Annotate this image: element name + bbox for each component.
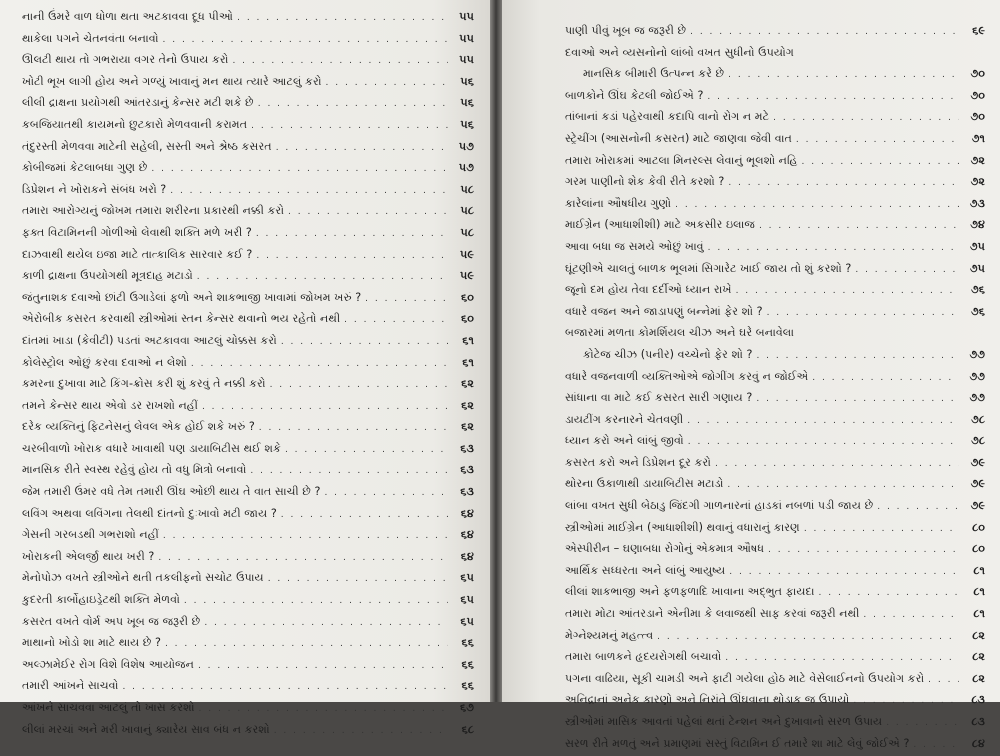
toc-entry-page-number: ૭૦: [970, 110, 985, 124]
dot-leader: [690, 22, 959, 44]
toc-entry: [565, 20, 985, 42]
toc-entry-page-number: ૫૫: [459, 31, 474, 45]
toc-entry-page-number: ૬૫: [460, 571, 474, 585]
toc-entry: [22, 459, 474, 481]
toc-entry: [22, 352, 474, 374]
dot-leader: [163, 30, 448, 52]
toc-entry-title: માઈગ્રેન (આધાશીશી) માટે અકસીર ઇલાજ: [565, 218, 755, 232]
toc-entry: [565, 409, 985, 431]
toc-entry-page-number: ૭૧: [971, 131, 985, 145]
dot-leader: [324, 483, 448, 505]
toc-entry-title: માથાનો ખોડો શા માટે થાય છે ?: [22, 636, 161, 650]
toc-entry: [22, 136, 474, 158]
toc-entry: [565, 171, 985, 193]
toc-entry-page-number: ૭૮: [971, 412, 985, 426]
toc-entry-title: આર્થિક સધ્ધરતા અને લાંબું આયુષ્ય: [565, 563, 726, 577]
toc-entry-page-number: ૭૮: [971, 434, 985, 448]
toc-entry-title: સ્ત્રીઓમાં માઈગ્રેન (આધાશીશી) થવાનું વધારાનું કારણ: [565, 520, 800, 534]
dot-leader: [687, 411, 959, 433]
toc-entry: [565, 581, 985, 603]
toc-entry-page-number: ૭૭: [969, 391, 985, 405]
dot-leader: [727, 475, 959, 497]
toc-entry: [565, 495, 985, 517]
toc-entry: [565, 517, 985, 539]
toc-entry: [565, 625, 985, 647]
dot-leader: [232, 51, 448, 73]
toc-entry-title: લવિંગ અથવા લવિંગના તેલથી દાંતનો દુઃખાવો મટી જાય ?: [22, 506, 277, 520]
toc-entry-page-number: ૬૯: [972, 24, 985, 37]
toc-entry-title: તમારા મોટા આંતરડાને એનીમા કે લવાજથી સાફ કરવાં જરૂરી નથી: [565, 607, 860, 621]
toc-entry-title: અનિદ્રાનાં અનેક કારણો અને નિરાંતે ઊંઘવાના થોડાક જ ઉપાયો: [565, 693, 850, 707]
toc-entry-title: કમરના દુખાવા માટે કિંગ-ક્રોસ કરી શું કરવું તે નક્કી કરો: [22, 377, 266, 391]
toc-entry-page-number: ૬૬: [461, 679, 474, 693]
toc-entry-title: પગના વાઢિયા, સૂકી ચામડી અને ફાટી ગયેલા હોઠ માટે વેસેલાઈનનો ઉપયોગ કરો: [565, 671, 925, 685]
toc-entry: [22, 49, 474, 71]
toc-entry-title: કુદરતી કાર્બોહાઇડ્રેટથી શક્તિ મેળવો: [22, 593, 180, 607]
toc-entry: [22, 157, 474, 179]
toc-entry-page-number: ૭૨: [970, 153, 985, 167]
dot-leader: [728, 65, 959, 87]
toc-entry-title: તમારા બાળકને હૃદયરોગથી બચાવો: [565, 650, 722, 664]
dot-leader: [198, 656, 448, 678]
toc-entry-page-number: ૮૨: [972, 650, 985, 664]
toc-entry-title: ખોરાકની એલર્જી થાય ખરી ?: [22, 549, 155, 563]
dot-leader: [707, 87, 959, 109]
toc-entry-title: કાળી દ્રાક્ષના ઉપયોગથી મૂત્રદાહ મટાડો: [22, 269, 193, 283]
toc-entry-page-number: ૭૩: [969, 196, 985, 210]
toc-entry-page-number: ૮૨: [972, 671, 985, 685]
toc-entry: [565, 603, 985, 625]
dot-leader: [344, 310, 448, 332]
toc-entry-title: ઘૂંટણીએ ચાલતું બાળક ભૂલમાં સિગારેટ ખાઈ જાય તો શું કરશો ?: [565, 261, 852, 275]
dot-leader: [256, 246, 448, 268]
dot-leader: [756, 389, 959, 411]
toc-entry: [565, 646, 985, 668]
toc-entry-page-number: ૬૨: [461, 398, 474, 412]
toc-entry: [565, 560, 985, 582]
toc-entry: [22, 524, 474, 546]
toc-entry-page-number: ૬૩: [460, 441, 474, 455]
toc-entry-title: કોટેજ ચીઝ (પનીર) વચ્ચેનો ફેર શો ?: [583, 347, 753, 361]
toc-entry-page-number: ૭૫: [969, 239, 985, 253]
dot-leader: [913, 735, 959, 756]
dot-leader: [251, 116, 448, 138]
dot-leader: [715, 454, 959, 476]
toc-entry-title: ખોટી ભૂખ લાગી હોય અને ગળ્યું ખાવાનું મન થાય ત્યારે આટલું કરો: [22, 74, 322, 88]
left-toc-list: [22, 6, 474, 740]
toc-entry: [565, 387, 985, 409]
toc-entry-title: જંતુનાશક દવાઓ છાંટી ઉગાડેલાં ફળો અને શાકભાજી ખાવામાં જોખમ ખરું ?: [22, 290, 362, 304]
toc-entry: [565, 193, 985, 215]
toc-entry-title: દાઝવાથી થયેલ ઇજા માટે તાત્કાલિક સારવાર કઈ ?: [22, 247, 253, 261]
toc-entry: [565, 689, 985, 711]
toc-entry-page-number: ૮૧: [973, 585, 985, 599]
toc-entry-title: આંખને સાચવવા આટલું તો ખાસ કરશો: [22, 701, 195, 714]
toc-entry-page-number: ૭૭: [969, 369, 985, 383]
dot-leader: [863, 605, 959, 627]
book-gutter: [490, 0, 502, 702]
toc-entry: [22, 719, 474, 741]
dot-leader: [285, 440, 448, 462]
toc-entry-title: લાંબા વખત સુધી બેઠાડુ જિંદગી ગાળનારનાં હાડકાં નબળાં પડી જાય છે: [565, 499, 874, 513]
toc-entry: [22, 6, 474, 28]
dot-leader: [191, 354, 448, 376]
dot-leader: [736, 281, 959, 303]
toc-entry: [22, 373, 474, 395]
dot-leader: [877, 497, 959, 519]
toc-entry: [565, 344, 985, 366]
dot-leader: [767, 303, 959, 325]
dot-leader: [276, 138, 448, 160]
toc-entry-page-number: ૫૯: [460, 269, 474, 283]
toc-entry: [22, 308, 474, 330]
dot-leader: [199, 699, 449, 721]
toc-entry-page-number: ૫૬: [460, 117, 474, 131]
dot-leader: [804, 519, 959, 541]
toc-entry-title: ગરમ પાણીનો શેક કેવી રીતે કરશો ?: [565, 175, 725, 189]
dot-leader: [819, 583, 959, 605]
toc-entry: [565, 711, 985, 733]
toc-entry: [22, 589, 474, 611]
toc-entry-title: ધ્યાન કરો અને લાંબું જીવો: [565, 434, 684, 448]
dot-leader: [281, 332, 448, 354]
toc-entry-page-number: ૬૦: [461, 312, 474, 326]
toc-entry-page-number: ૬૪: [460, 528, 474, 542]
toc-entry-page-number: ૭૫: [969, 261, 985, 275]
toc-entry-title: કબજિયાતથી કાયમનો છુટકારો મેળવવાની કરામત: [22, 117, 248, 131]
dot-leader: [756, 346, 959, 368]
toc-entry: [22, 28, 474, 50]
toc-entry-title: દાંતમાં ખાડા (કેવીટી) પડતાં અટકાવવા આટલું ચોક્કસ કરો: [22, 333, 277, 347]
toc-entry-page-number: ૭૬: [970, 283, 985, 297]
dot-leader: [855, 260, 959, 282]
toc-entry: [565, 473, 985, 495]
right-toc-list: [565, 20, 985, 754]
toc-entry-page-number: ૬૦: [461, 290, 474, 304]
toc-entry-title: કોબીજમાં કેટલાબધા ગુણ છે: [22, 161, 148, 175]
toc-entry: [565, 733, 985, 755]
dot-leader: [326, 73, 448, 95]
toc-entry-title: તમારી આંખને સાચવો: [22, 679, 119, 693]
toc-entry: [565, 214, 985, 236]
toc-entry-title: સાંધાના વા માટે કઈ કસરત સારી ગણાય ?: [565, 391, 753, 405]
toc-entry-title: મેનોપોઝ વખતે સ્ત્રીઓને થતી તકલીફનો સચોટ ઉપાય: [22, 571, 264, 585]
dot-leader: [768, 540, 959, 562]
toc-entry-page-number: ૫૮: [460, 204, 474, 218]
toc-entry-page-number: ૭૯: [970, 455, 985, 469]
toc-entry-title: નાની ઉંમરે વાળ ધોળા થતા અટકાવવા દૂધ પીઓ: [22, 10, 234, 23]
toc-entry-page-number: ૭૦: [970, 88, 985, 102]
dot-leader: [163, 526, 448, 548]
dot-leader: [170, 181, 448, 203]
toc-entry-page-number: ૭૬: [970, 304, 985, 318]
toc-entry: [22, 92, 474, 114]
dot-leader: [812, 368, 959, 390]
toc-entry: [565, 322, 985, 344]
toc-entry: [565, 430, 985, 452]
toc-entry-title: પાણી પીવું ખૂબ જ જરૂરી છે: [565, 24, 687, 37]
toc-entry-page-number: ૬૮: [461, 722, 474, 736]
toc-entry-title: ડિપ્રેશન ને ખોરાકને સંબંધ ખરો ?: [22, 182, 167, 196]
dot-leader: [250, 461, 448, 483]
toc-entry: [565, 366, 985, 388]
toc-entry-title: જેમ તમારી ઉંમર વધે તેમ તમારી ઊંઘ ઓછી થાય તે વાત સાચી છે ?: [22, 485, 321, 499]
toc-entry-page-number: ૬૧: [462, 355, 474, 369]
toc-entry-page-number: ૬૨: [461, 377, 474, 391]
toc-entry-title: ડાયટીંગ કરનારને ચેતવણી: [565, 412, 684, 426]
toc-entry: [22, 114, 474, 136]
toc-entry-title: માનસિક બીમારી ઉત્પન્ન કરે છે: [583, 67, 725, 81]
toc-entry-title: ગેસની ગરબડથી ગભરાશો નહીં: [22, 528, 159, 542]
toc-entry: [565, 668, 985, 690]
toc-entry-page-number: ૫૭: [458, 139, 474, 153]
dot-leader: [204, 613, 448, 635]
toc-entry-title: સ્ત્રીઓમાં માસિક આવતાં પહેલાં થતાં ટેન્શન અને દુખાવાનો સરળ ઉપાય: [565, 715, 883, 728]
toc-entry: [22, 222, 474, 244]
dot-leader: [281, 505, 448, 527]
toc-entry: [22, 71, 474, 93]
toc-entry-page-number: ૬૧: [462, 333, 474, 347]
toc-entry-title: અલ્ઝામેઈર રોગ વિશે વિશેષ આયોજન: [22, 657, 194, 671]
toc-entry: [565, 258, 985, 280]
toc-entry-title: માનસિક રીતે સ્વસ્થ રહેવું હોય તો વધુ મિત્રો બનાવો: [22, 463, 247, 477]
toc-entry-page-number: ૬૩: [460, 485, 474, 499]
toc-entry: [22, 546, 474, 568]
toc-entry-title: તમને કેન્સર થાય એવો ડર રાખશો નહીં: [22, 398, 198, 412]
toc-entry: [22, 481, 474, 503]
dot-leader: [270, 375, 448, 397]
toc-entry-page-number: ૬૪: [460, 506, 474, 520]
toc-entry-title: લીલી દ્રાક્ષના પ્રયોગથી આંતરડાનું કેન્સર મટી શકે છે: [22, 96, 254, 110]
dot-leader: [759, 216, 959, 238]
toc-entry-page-number: ૫૬: [460, 96, 474, 110]
toc-entry-title: દરેક વ્યક્તિનું ફિટનેસનું લેવલ એક હોઈ શકે ખરું ?: [22, 420, 255, 434]
toc-entry-page-number: ૬૨: [461, 420, 474, 434]
toc-entry-title: એરોબીક કસરત કરવાથી સ્ત્રીઓમાં સ્તન કેન્સર થવાનો ભય રહેતો નથી: [22, 312, 341, 326]
toc-entry-page-number: ૭૭: [969, 347, 985, 361]
toc-entry-page-number: ૬૫: [460, 614, 474, 628]
dot-leader: [886, 713, 959, 735]
toc-entry-title: થાકેલા પગને ચેતનવંતા બનાવો: [22, 31, 159, 45]
toc-entry-page-number: ૫૫: [459, 10, 474, 23]
toc-entry-page-number: ૫૭: [458, 161, 474, 175]
toc-entry: [22, 654, 474, 676]
dot-leader: [165, 634, 448, 656]
dot-leader: [708, 238, 959, 260]
toc-entry-page-number: ૫૮: [460, 182, 474, 196]
toc-entry-title: થોરના ઉકાળાથી ડાયાબિટીસ મટાડો: [565, 477, 724, 491]
toc-entry-page-number: ૫૮: [460, 225, 474, 239]
toc-entry-page-number: ૬૭: [459, 701, 474, 714]
toc-entry-page-number: ૬૬: [461, 657, 474, 671]
toc-entry-title: લીલાં શાકભાજી અને ફળફળાદિ ખાવાના અદ્ભુત ફાયદા: [565, 585, 815, 599]
toc-entry: [565, 150, 985, 172]
toc-entry: [22, 567, 474, 589]
toc-entry-title: વધારે વજન અને જાડાપણું બન્નેમાં ફેર શો ?: [565, 304, 763, 318]
toc-entry-title: તમારા આરોગ્યનું જોખમ તમારા શરીરના પ્રકારથી નક્કી કરો: [22, 204, 285, 218]
dot-leader: [158, 548, 448, 570]
toc-entry-page-number: ૮૦: [972, 520, 985, 534]
toc-entry: [565, 85, 985, 107]
toc-entry-title: બાળકોને ઊંઘ કેટલી જોઈએ ?: [565, 88, 704, 102]
dot-leader: [197, 267, 448, 289]
toc-entry: [22, 416, 474, 438]
toc-entry: [565, 106, 985, 128]
toc-entry-page-number: ૫૬: [460, 74, 474, 88]
toc-entry: [565, 128, 985, 150]
dot-leader: [288, 202, 448, 224]
dot-leader: [675, 195, 959, 217]
toc-entry: [22, 200, 474, 222]
toc-entry: [565, 538, 985, 560]
toc-entry-title: ચરબીવાળો ખોરાક વધારે ખાવાથી પણ ડાયાબિટીસ થઈ શકે: [22, 441, 281, 455]
toc-entry-title: સરળ રીતે મળતું અને પ્રમાણમાં સસ્તું વિટામિન ઈ તમારે શા માટે લેવું જોઈએ ?: [565, 736, 910, 750]
dot-leader: [256, 224, 448, 246]
toc-entry-page-number: ૬૩: [460, 463, 474, 477]
toc-entry-page-number: ૫૯: [460, 247, 474, 261]
dot-leader: [802, 152, 960, 174]
toc-entry-title: બજારમાં મળતા કોમર્શિયલ ચીઝ અને ઘરે બનાવેલા: [565, 326, 795, 340]
dot-leader: [796, 130, 959, 152]
toc-entry: [22, 330, 474, 352]
toc-entry-page-number: ૬૪: [460, 549, 474, 563]
dot-leader: [928, 670, 959, 692]
toc-entry: [22, 503, 474, 525]
toc-entry: [22, 287, 474, 309]
toc-entry-page-number: ૮૩: [971, 715, 985, 728]
toc-entry-title: જૂનો દમ હોય તેવા દર્દીઓ ધ્યાન રાખે: [565, 283, 732, 297]
toc-entry-page-number: ૮૦: [972, 542, 985, 556]
toc-entry: [565, 301, 985, 323]
dot-leader: [657, 627, 959, 649]
toc-entry-title: કસરત વખતે વોર્મ અપ ખૂબ જ જરૂરી છે: [22, 614, 201, 628]
toc-entry-title: ઊલટી થાય તો ગભરાયા વગર તેનો ઉપાય કરો: [22, 53, 229, 67]
toc-entry-title: વધારે વજનવાળી વ્યક્તિઓએ જોગીંગ કરવું ન જોઈએ: [565, 369, 809, 383]
toc-entry: [22, 179, 474, 201]
toc-entry: [565, 236, 985, 258]
toc-entry-page-number: ૭૯: [970, 499, 985, 513]
toc-entry-page-number: ૮૪: [971, 736, 985, 750]
dot-leader: [237, 8, 448, 30]
dot-leader: [729, 562, 959, 584]
dot-leader: [122, 677, 448, 699]
toc-entry-page-number: ૭૨: [970, 175, 985, 189]
toc-entry-title: કારેલાંના ઔષધીય ગુણો: [565, 196, 672, 210]
toc-entry-page-number: ૭૪: [970, 218, 985, 232]
toc-entry: [565, 42, 985, 64]
dot-leader: [365, 289, 448, 311]
toc-entry: [565, 452, 985, 474]
toc-entry-title: લીલાં મરચાં અને મરી ખાવાનું ક્યારેય સાવ બંધ ન કરશો: [22, 722, 270, 736]
toc-entry-title: કસરત કરો અને ડિપ્રેશન દૂર કરો: [565, 455, 711, 469]
toc-entry: [565, 63, 985, 85]
toc-entry-title: તમારા ખોરાકમાં આટલા મિનરલ્સ લેવાનું ભૂલશો નહિ: [565, 153, 798, 167]
toc-entry-page-number: ૬૫: [460, 593, 474, 607]
toc-entry: [22, 675, 474, 697]
toc-entry-page-number: ૬૬: [461, 636, 474, 650]
toc-entry-title: તંદુરસ્તી મેળવવા માટેની સહેલી, સસ્તી અને શ્રેષ્ઠ કસરત: [22, 139, 272, 153]
toc-entry: [22, 438, 474, 460]
dot-leader: [853, 691, 959, 713]
toc-entry: [22, 632, 474, 654]
toc-entry: [22, 611, 474, 633]
toc-entry-page-number: ૮૧: [973, 607, 985, 621]
dot-leader: [151, 159, 448, 181]
dot-leader: [728, 173, 959, 195]
dot-leader: [688, 432, 959, 454]
toc-entry-title: દવાઓ અને વ્યસનોનો લાંબો વખત સુધીનો ઉપયોગ: [565, 45, 794, 59]
toc-entry: [565, 279, 985, 301]
toc-entry-title: આવા બધા જ સમયે ઓછું ખાવું: [565, 239, 704, 253]
dot-leader: [258, 94, 448, 116]
toc-entry-title: મેગ્નેશ્યમનું મહત્ત્વ: [565, 628, 654, 642]
toc-entry: [22, 265, 474, 287]
toc-entry-title: ફક્ત વિટામિનની ગોળીઓ લેવાથી શક્તિ મળે ખરી ?: [22, 225, 252, 239]
toc-entry: [22, 395, 474, 417]
toc-entry-title: કોલેસ્ટ્રોલ ઓછું કરવા દવાઓ ન લેશો: [22, 355, 187, 369]
toc-entry-page-number: ૮૩: [971, 693, 985, 707]
toc-entry-title: સ્ટ્રેચીંગ (આસનોની કસરત) માટે જાણવા જેવી વાત: [565, 131, 792, 145]
dot-leader: [259, 418, 448, 440]
dot-leader: [184, 591, 448, 613]
toc-entry-page-number: ૮૨: [972, 628, 985, 642]
toc-entry-page-number: ૭૯: [970, 477, 985, 491]
toc-entry-title: તાંબાનાં કડાં પહેરવાથી કદાપિ વાનો રોગ ન મટે: [565, 110, 770, 124]
toc-entry-page-number: ૮૧: [973, 563, 985, 577]
dot-leader: [725, 648, 959, 670]
dot-leader: [773, 108, 959, 130]
dot-leader: [268, 569, 448, 591]
toc-entry: [22, 244, 474, 266]
toc-entry-page-number: ૭૦: [970, 67, 985, 81]
toc-entry-page-number: ૫૫: [459, 53, 474, 67]
dot-leader: [274, 721, 448, 743]
dot-leader: [202, 397, 448, 419]
toc-entry: [22, 697, 474, 719]
toc-entry-title: એસ્પીરીન – ઘણાબધા રોગોનું એકમાત્ર ઔષધ: [565, 542, 765, 556]
